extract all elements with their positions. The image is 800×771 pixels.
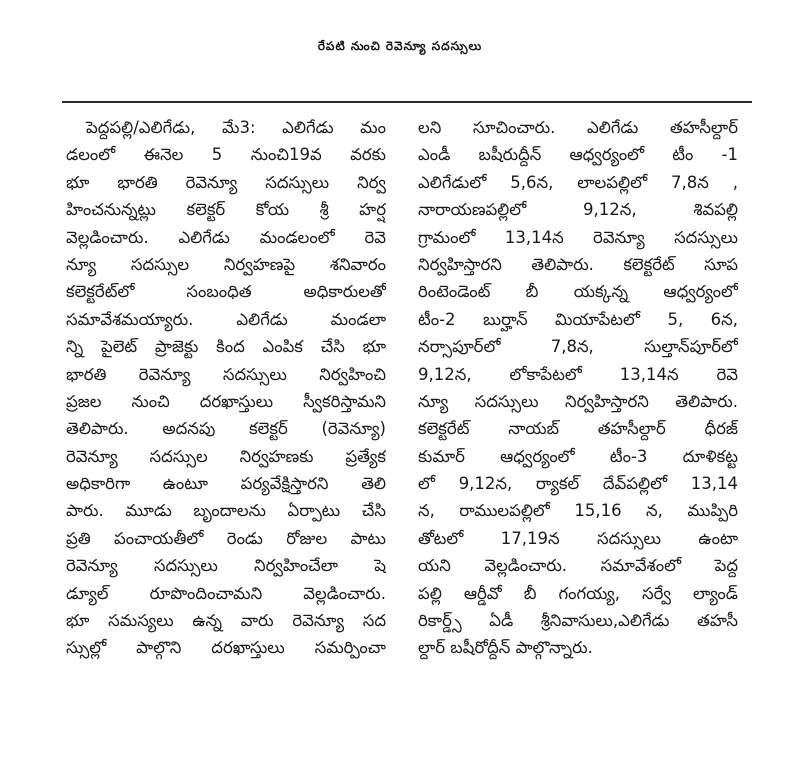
article-line: భారతి రెవెన్యూ సదస్సులు నిర్వహించి	[66, 364, 386, 384]
article-line: భూ సమస్యలు ఉన్న వారు రెవెన్యూ సద	[66, 611, 386, 631]
article-column-left	[66, 114, 386, 662]
article-line: వెల్లడించారు. ఎలిగేడు మండలంలో రెవె	[66, 227, 386, 247]
article-headline: రేపటి నుంచి రెవెన్యూ సదస్సులు	[317, 39, 483, 53]
article-line: ప్రజల నుంచి దరఖాస్తులు స్వీకరిస్తామని	[66, 391, 386, 411]
article-line: ఎండీ బషీరుద్దీన్ ఆధ్వర్యంలో టీం -1	[418, 145, 738, 165]
headline-divider	[62, 101, 752, 103]
article-line: నిర్వహిస్తారని తెలిపారు. కలెక్టరేట్ సూప	[418, 254, 738, 274]
article-line: రెవెన్యూ సదస్సులు నిర్వహించేలా షె	[66, 556, 386, 576]
article-line: న్యూ సదస్సులు నిర్వహిస్తారని తెలిపారు.	[418, 391, 738, 411]
article-column-right	[418, 114, 738, 662]
article-line: రెవెన్యూ సదస్సుల నిర్వహణకు ప్రత్యేక	[66, 446, 386, 466]
article-line: నర్సాపూర్‌లో 7,8న, సుల్తాన్‌పూర్‌లో	[418, 337, 738, 357]
article-line: పారు. మూడు బృందాలను ఏర్పాటు చేసి	[66, 501, 386, 521]
article-line: ఎలిగేడులో 5,6న, లాలపల్లిలో 7,8న ,	[418, 172, 738, 192]
article-line: డలంలో ఈనెల 5 నుంచి19వ వరకు	[66, 145, 386, 165]
article-line: టీం-2 బుర్హాన్ మియాపేటలో 5, 6న,	[418, 309, 738, 329]
article-line: ప్రతి పంచాయతీలో రెండు రోజుల పాటు	[66, 528, 386, 548]
article-line: పల్లి ఆర్డీవో బీ గంగయ్య, సర్వే ల్యాండ్	[418, 583, 738, 603]
article-line: స్సుల్లో పాల్గొని దరఖాస్తులు సమర్పించా	[66, 638, 386, 658]
article-line: ల్దార్ బషీరోద్దీన్ పాల్గొన్నారు.	[418, 638, 593, 658]
article-line: పెద్దపల్లి/ఎలిగేడు, మే3: ఎలిగేడు మం	[86, 118, 386, 137]
article-line: నారాయణపల్లిలో 9,12న, శివపల్లి	[418, 200, 738, 220]
article-line: అధికారిగా ఉంటూ పర్యవేక్షిస్తారని తెలి	[66, 474, 386, 494]
article-line: డ్యూల్ రూపొందించామని వెల్లడించారు.	[66, 583, 386, 603]
article-line: భూ భారతి రెవెన్యూ సదస్సులు నిర్వ	[66, 172, 386, 192]
article-line: రికార్డ్స్ ఏడీ శ్రీనివాసులు,ఎలిగేడు తహసీ	[418, 611, 738, 631]
article-line: కలెక్టరేట్ నాయబ్ తహసీల్దార్ ధీరజ్	[418, 419, 738, 439]
article-line: సమావేశమయ్యారు. ఎలిగేడు మండలా	[66, 309, 386, 329]
article-line: గ్రామంలో 13,14న రెవెన్యూ సదస్సులు	[418, 227, 738, 247]
article-line: కలెక్టరేట్‌లో సంబంధిత అధికారులతో	[66, 282, 386, 302]
article-line: 9,12న, లోకాపేటలో 13,14న రెవె	[418, 364, 738, 384]
article-line: న, రాములపల్లిలో 15,16 న, ముప్పిరి	[418, 501, 738, 521]
article-line: తోటలో 17,19న సదస్సులు ఉంటా	[418, 528, 738, 548]
article-line: కుమార్ ఆధ్వర్యంలో టీం-3 దూళికట్ట	[418, 446, 738, 466]
article-line: తెలిపారు. అదనపు కలెక్టర్ (రెవెన్యూ)	[66, 419, 386, 439]
article-line: న్ని పైలెట్ ప్రాజెక్టు కింద ఎంపిక చేసి భూ	[66, 337, 386, 357]
article-line: లని సూచించారు. ఎలిగేడు తహసీల్దార్	[418, 118, 738, 137]
article-line: లో 9,12న, ర్యాకల్ దేవ్‌పల్లిలో 13,14	[418, 474, 738, 494]
article-line: హించనున్నట్లు కలెక్టర్ కోయ శ్రీ హర్ష	[66, 200, 386, 220]
article-line: రింటెండెంట్ బీ యక్కన్న ఆధ్వర్యంలో	[418, 282, 738, 302]
article-line: న్యూ సదస్సుల నిర్వహణపై శనివారం	[66, 254, 386, 274]
article-line: యని వెల్లడించారు. సమావేశంలో పెద్ద	[418, 556, 738, 576]
